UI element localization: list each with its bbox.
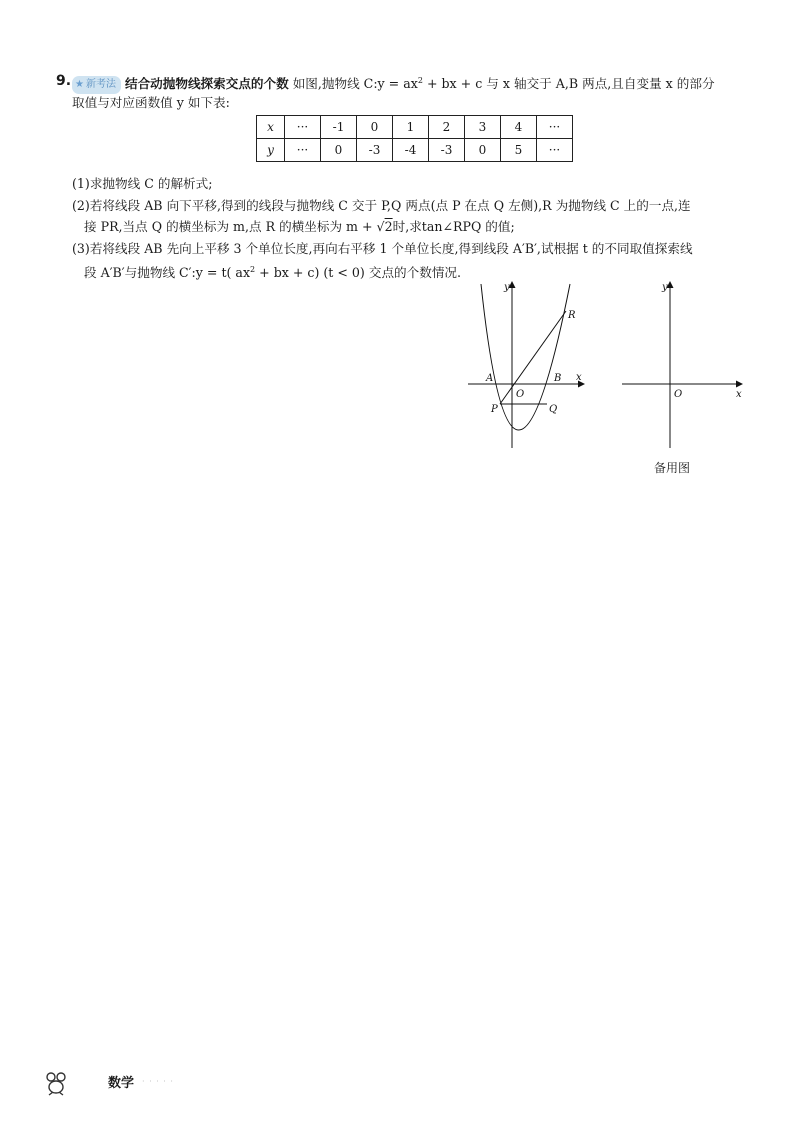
part-3-line-2: 段 A′B′与抛物线 C′:y = t( $ax^2$ + bx + c) (t < 0) 交点的个数情况. [84,265,462,281]
table-cell: ··· [537,116,573,139]
question-stem-line-2: 取值与对应函数值 y 如下表: [72,95,230,110]
stem-part-a: 如图,抛物线 C:y = ax [292,76,418,92]
part-1: (1)求抛物线 C 的解析式; [72,176,213,191]
mascot-logo-icon [44,1071,68,1097]
segment-pr [500,311,566,404]
stem-part-b: + bx + c 与 x 轴交于 A,B 两点,且自变量 x 的部分 [422,76,715,92]
badge-label: 新考法 [85,79,116,91]
value-table [256,115,573,162]
backup-figure-caption: 备用图 [654,461,691,475]
backup-figure [618,280,748,450]
table-cell: -3 [429,139,465,162]
table-cell: 5 [501,139,537,162]
star-icon: ★ [75,79,84,91]
label-b: B [554,373,562,384]
table-row-x [257,116,573,139]
table-cell: 0 [321,139,357,162]
label-p: P [491,404,498,415]
table-cell: ··· [285,116,321,139]
table-cell: ··· [285,139,321,162]
footer-subject: 数学 [108,1076,135,1091]
table-cell: -4 [393,139,429,162]
parabola-figure [462,280,602,450]
part-2-line-1: (2)若将线段 AB 向下平移,得到的线段与抛物线 C 交于 P,Q 两点(点 P 在点 Q 左侧),R 为抛物线 C 上的一点,连 [72,198,691,213]
table-cell: 2 [429,116,465,139]
table-cell: ··· [537,139,573,162]
table-cell: 0 [357,116,393,139]
footer-decoration: · · · · · [142,1077,174,1086]
question-stem-line-1: ★ 新考法 结合动抛物线探索交点的个数 如图,抛物线 C:y = $ax^2$ + bx + c 与 x 轴交于 A,B 两点,且自变量 x 的部分 [72,72,715,94]
label-o: O [516,389,525,400]
label-r: R [568,310,576,321]
label-o: O [674,389,683,400]
table-cell: 0 [465,139,501,162]
part-2-line-2: 接 PR,当点 Q 的横坐标为 m,点 R 的横坐标为 m + √2时,求tan∠RPQ 的值; [84,219,515,234]
table-cell: -3 [357,139,393,162]
table-row-y [257,139,573,162]
sqrt-symbol: √ [376,219,385,234]
table-cell: -1 [321,116,357,139]
label-q: Q [549,404,558,415]
table-header-y: y [257,139,285,162]
label-y: y [504,282,510,293]
question-number: 9. [56,73,72,89]
table-cell: 4 [501,116,537,139]
question-topic: 结合动抛物线探索交点的个数 [124,76,289,92]
label-a: A [486,373,494,384]
table-cell: 1 [393,116,429,139]
new-method-badge [72,76,121,94]
label-x: x [736,389,742,400]
table-cell: 3 [465,116,501,139]
label-x: x [576,372,582,383]
table-header-x: x [257,116,285,139]
part-3-line-1: (3)若将线段 AB 先向上平移 3 个单位长度,再向右平移 1 个单位长度,得到线段 A′B′,试根据 t 的不同取值探索线 [72,241,693,256]
label-y: y [662,282,668,293]
